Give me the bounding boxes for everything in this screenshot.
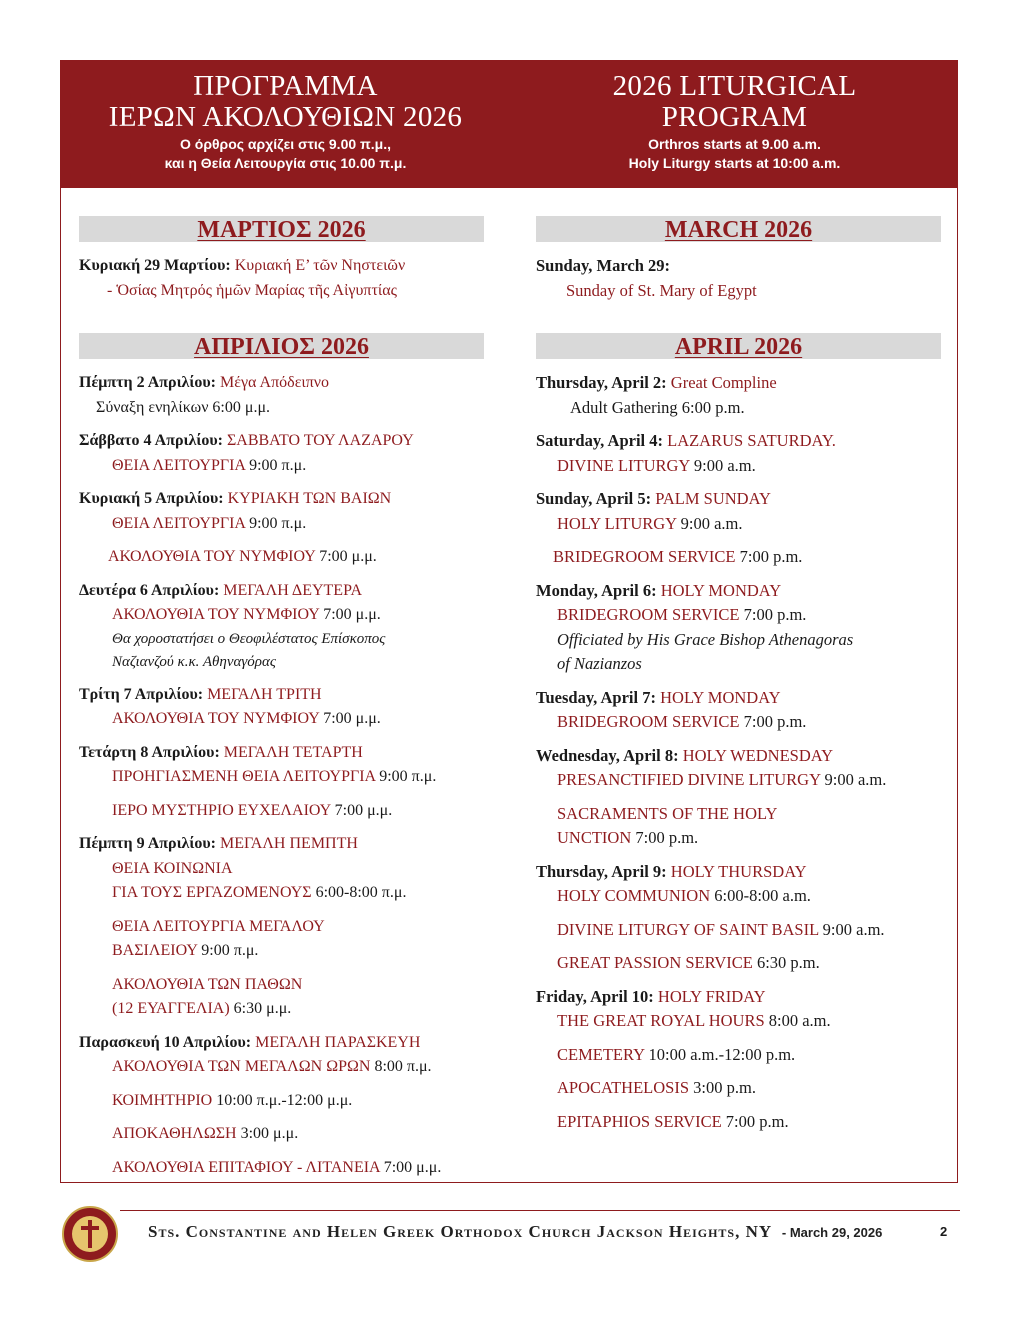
entry-day: Wednesday, April 8: bbox=[536, 745, 679, 765]
greek-march-header bbox=[79, 216, 484, 242]
service-name: PRESANCTIFIED DIVINE LITURGY bbox=[557, 770, 821, 789]
title-banner bbox=[61, 61, 957, 188]
service-time: 3:00 p.m. bbox=[693, 1078, 756, 1097]
service-name: ΘΕΙΑ ΛΕΙΤΟΥΡΓΙΑ ΜΕΓΑΛΟΥ bbox=[112, 917, 325, 935]
service-time: 10:00 a.m.-12:00 p.m. bbox=[648, 1044, 796, 1064]
service-time: 9:00 π.μ. bbox=[379, 768, 437, 785]
program-frame bbox=[60, 60, 958, 1183]
service-name: BRIDEGROOM SERVICE bbox=[557, 605, 740, 624]
entry-title: ΜΕΓΑΛΗ ΤΡΙΤΗ bbox=[207, 685, 322, 703]
service-time: 6:00-8:00 π.μ. bbox=[315, 884, 407, 901]
greek-april-header-text: ΑΠΡΙΛΙΟΣ 2026 bbox=[194, 334, 369, 360]
entry-title: HOLY MONDAY bbox=[660, 687, 781, 707]
entry-day: Saturday, April 4: bbox=[536, 431, 663, 450]
entry-day: Δευτέρα 6 Απριλίου: bbox=[79, 581, 220, 599]
greek-entry-apr-8 bbox=[79, 741, 484, 824]
english-entry-apr-4 bbox=[536, 429, 941, 478]
service-time: 7:00 μ.μ. bbox=[319, 548, 377, 565]
entry-line: Adult Gathering 6:00 p.m. bbox=[570, 397, 745, 417]
service-name: THE GREAT ROYAL HOURS bbox=[557, 1011, 765, 1030]
page-number: 2 bbox=[940, 1224, 948, 1239]
service-name: HOLY COMMUNION bbox=[557, 886, 711, 905]
entry-line: - Ὁσίας Μητρός ἡμῶν Μαρίας τῆς Αἰγυπτίας bbox=[107, 281, 397, 299]
entry-day: Thursday, April 9: bbox=[536, 861, 667, 881]
service-name: ΘΕΙΑ ΚΟΙΝΩΝΙΑ bbox=[112, 859, 233, 877]
greek-entry-apr-2 bbox=[79, 371, 484, 420]
english-entry-apr-2 bbox=[536, 371, 941, 420]
service-name: ΒΑΣΙΛΕΙΟΥ bbox=[112, 942, 198, 959]
entry-title: ΜΕΓΑΛΗ ΔΕΥΤΕΡΑ bbox=[223, 581, 363, 599]
service-time: 9:00 a.m. bbox=[824, 770, 887, 789]
service-name: CEMETERY bbox=[557, 1044, 645, 1064]
entry-day: Πέμπτη 9 Απριλίου: bbox=[79, 835, 216, 852]
greek-april-header bbox=[79, 333, 484, 359]
service-time: 9:00 a.m. bbox=[680, 513, 743, 533]
service-time: 6:30 p.m. bbox=[756, 953, 820, 972]
service-time: 9:00 π.μ. bbox=[201, 942, 259, 959]
entry-title: ΚΥΡΙΑΚΗ ΤΩΝ ΒΑΙΩΝ bbox=[227, 490, 392, 507]
english-entry-apr-5 bbox=[536, 487, 941, 570]
english-title-line-2: PROGRAM bbox=[661, 101, 808, 133]
service-name: EPITAPHIOS SERVICE bbox=[557, 1111, 722, 1131]
service-name: UNCTION bbox=[557, 828, 632, 847]
service-time: 3:00 μ.μ. bbox=[240, 1125, 299, 1142]
english-march-header-text: MARCH 2026 bbox=[664, 217, 813, 243]
entry-day: Κυριακή 29 Μαρτίου: bbox=[79, 257, 231, 274]
greek-banner bbox=[61, 71, 510, 173]
service-time: 8:00 π.μ. bbox=[374, 1058, 432, 1075]
service-time: 9:00 π.μ. bbox=[249, 514, 307, 532]
service-name: HOLY LITURGY bbox=[557, 513, 677, 533]
church-seal-icon bbox=[62, 1206, 118, 1262]
english-march-header bbox=[536, 216, 941, 242]
entry-title: HOLY MONDAY bbox=[660, 580, 782, 600]
service-name: SACRAMENTS OF THE HOLY bbox=[557, 803, 778, 823]
greek-entry-apr-4 bbox=[79, 429, 484, 478]
greek-subtitle-2: και η Θεία Λειτουργία στις 10.00 π.μ. bbox=[164, 155, 407, 171]
greek-march-header-text: ΜΑΡΤΙΟΣ 2026 bbox=[197, 217, 366, 243]
service-name: ΑΚΟΛΟΥΘΙΑ ΤΩΝ ΠΑΘΩΝ bbox=[112, 975, 303, 993]
greek-entry-apr-10 bbox=[79, 1031, 484, 1181]
english-march-entry bbox=[536, 254, 941, 303]
english-entry-apr-7 bbox=[536, 686, 941, 735]
entry-title: Great Compline bbox=[670, 373, 777, 392]
entry-title: HOLY FRIDAY bbox=[657, 986, 766, 1006]
service-name: DIVINE LITURGY OF SAINT BASIL bbox=[557, 919, 819, 939]
entry-day: Τρίτη 7 Απριλίου: bbox=[79, 685, 204, 703]
service-name: BRIDEGROOM SERVICE bbox=[553, 547, 736, 566]
entry-title: ΣΑΒΒΑΤΟ ΤΟΥ ΛΑΖΑΡΟΥ bbox=[226, 432, 414, 449]
service-time: 6:00-8:00 a.m. bbox=[714, 886, 811, 905]
service-name: GREAT PASSION SERVICE bbox=[557, 953, 753, 972]
entry-title: ΜΕΓΑΛΗ ΠΕΜΠΤΗ bbox=[220, 835, 358, 852]
entry-note: Ναζιανζού κ.κ. Αθηναγόρας bbox=[112, 653, 276, 670]
entry-title: PALM SUNDAY bbox=[655, 489, 771, 508]
service-name: ΚΟΙΜΗΤΗΡΙΟ bbox=[112, 1091, 213, 1109]
service-name: ΑΠΟΚΑΘΗΛΩΣΗ bbox=[112, 1125, 237, 1142]
service-time: 9:00 a.m. bbox=[693, 455, 756, 475]
service-time: 7:00 p.m. bbox=[725, 1111, 789, 1131]
service-time: 7:00 μ.μ. bbox=[323, 710, 381, 727]
entry-day: Friday, April 10: bbox=[536, 986, 654, 1006]
english-april-header-text: APRIL 2026 bbox=[674, 334, 803, 360]
greek-subtitle-1: Ο όρθρος αρχίζει στις 9.00 π.μ., bbox=[179, 136, 391, 152]
footer-date: - March 29, 2026 bbox=[781, 1225, 883, 1240]
entry-day: Κυριακή 5 Απριλίου: bbox=[79, 490, 224, 507]
entry-note: of Nazianzos bbox=[557, 654, 642, 673]
service-name: (12 ΕΥΑΓΓΕΛΙΑ) bbox=[112, 1000, 230, 1017]
footer-divider bbox=[120, 1210, 960, 1211]
service-name: ΑΚΟΛΟΥΘΙΑ ΤΟΥ ΝΥΜΦΙΟΥ bbox=[108, 548, 316, 565]
service-time: 7:00 p.m. bbox=[743, 605, 807, 624]
service-name: APOCATHELOSIS bbox=[557, 1078, 690, 1097]
entry-day: Tuesday, April 7: bbox=[536, 687, 656, 707]
greek-entry-apr-7 bbox=[79, 683, 484, 732]
service-name: ΑΚΟΛΟΥΘΙΑ ΤΟΥ ΝΥΜΦΙΟΥ bbox=[112, 710, 320, 727]
service-time: 7:00 μ.μ. bbox=[323, 606, 381, 623]
english-entry-apr-9 bbox=[536, 860, 941, 976]
entry-title: ΜΕΓΑΛΗ ΠΑΡΑΣΚΕΥΗ bbox=[255, 1033, 421, 1051]
english-title-line-1: 2026 LITURGICAL bbox=[612, 70, 857, 102]
entry-day: Πέμπτη 2 Απριλίου: bbox=[79, 374, 216, 391]
entry-line: Sunday of St. Mary of Egypt bbox=[566, 280, 757, 300]
greek-entry-apr-9 bbox=[79, 832, 484, 1022]
greek-march-entry bbox=[79, 254, 484, 303]
entry-title: Μέγα Απόδειπνο bbox=[220, 374, 330, 391]
english-column bbox=[536, 216, 941, 1134]
service-name: ΑΚΟΛΟΥΘΙΑ ΕΠΙΤΑΦΙΟΥ - ΛΙΤΑΝΕΙΑ bbox=[112, 1158, 380, 1176]
entry-day: Sunday, April 5: bbox=[536, 489, 652, 508]
entry-day: Thursday, April 2: bbox=[536, 373, 667, 392]
english-subtitle-2: Holy Liturgy starts at 10:00 a.m. bbox=[628, 155, 841, 171]
entry-day: Sunday, March 29: bbox=[536, 256, 671, 275]
greek-entry-apr-5 bbox=[79, 487, 484, 570]
service-name: ΙΕΡΟ ΜΥΣΤΗΡΙΟ ΕΥΧΕΛΑΙΟΥ bbox=[112, 801, 331, 819]
service-time: 10:00 π.μ.-12:00 μ.μ. bbox=[216, 1091, 353, 1109]
footer bbox=[148, 1222, 882, 1242]
entry-day: Monday, April 6: bbox=[536, 580, 657, 600]
english-entry-apr-10 bbox=[536, 985, 941, 1135]
entry-title: ΜΕΓΑΛΗ ΤΕΤΑΡΤΗ bbox=[223, 743, 363, 761]
english-entry-apr-8 bbox=[536, 744, 941, 851]
english-banner bbox=[510, 71, 959, 173]
greek-title-line-2: ΙΕΡΩΝ ΑΚΟΛΟΥΘΙΩΝ 2026 bbox=[108, 101, 463, 133]
service-name: ΘΕΙΑ ΛΕΙΤΟΥΡΓΙΑ bbox=[112, 456, 246, 474]
service-time: 8:00 a.m. bbox=[768, 1011, 831, 1030]
english-april-header bbox=[536, 333, 941, 359]
entry-note: Officiated by His Grace Bishop Athenagoras bbox=[557, 629, 854, 649]
entry-day: Παρασκευή 10 Απριλίου: bbox=[79, 1033, 252, 1051]
service-name: ΑΚΟΛΟΥΘΙΑ ΤΩΝ ΜΕΓΑΛΩΝ ΩΡΩΝ bbox=[112, 1058, 371, 1075]
service-time: 7:00 p.m. bbox=[635, 828, 699, 847]
entry-title: LAZARUS SATURDAY. bbox=[667, 431, 836, 450]
entry-day: Σάββατο 4 Απριλίου: bbox=[79, 432, 223, 449]
entry-title: HOLY WEDNESDAY bbox=[682, 745, 834, 765]
service-time: 6:30 μ.μ. bbox=[233, 1000, 292, 1017]
english-subtitle-1: Orthros starts at 9.00 a.m. bbox=[648, 136, 821, 152]
greek-entry-apr-6 bbox=[79, 579, 484, 674]
greek-title-line-1: ΠΡΟΓΡΑΜΜΑ bbox=[193, 70, 378, 102]
service-time: 7:00 μ.μ. bbox=[383, 1158, 442, 1176]
service-time: 7:00 μ.μ. bbox=[334, 801, 393, 819]
entry-day: Τετάρτη 8 Απριλίου: bbox=[79, 743, 220, 761]
greek-column bbox=[79, 216, 484, 1180]
entry-title: HOLY THURSDAY bbox=[670, 861, 807, 881]
entry-title: Κυριακή Ε’ τῶν Νηστειῶν bbox=[234, 257, 406, 274]
service-name: BRIDEGROOM SERVICE bbox=[557, 712, 740, 731]
service-time: 9:00 π.μ. bbox=[249, 456, 307, 474]
service-name: ΑΚΟΛΟΥΘΙΑ ΤΟΥ ΝΥΜΦΙΟΥ bbox=[112, 606, 320, 623]
entry-note: Θα χοροστατήσει ο Θεοφιλέστατος Επίσκοπος bbox=[112, 630, 386, 647]
service-time: 7:00 p.m. bbox=[743, 712, 807, 731]
service-name: ΠΡΟΗΓΙΑΣΜΕΝΗ ΘΕΙΑ ΛΕΙΤΟΥΡΓΙΑ bbox=[112, 768, 376, 785]
entry-line: Σύναξη ενηλίκων 6:00 μ.μ. bbox=[96, 398, 271, 416]
service-time: 7:00 p.m. bbox=[739, 547, 803, 566]
service-name: DIVINE LITURGY bbox=[557, 455, 690, 475]
service-time: 9:00 a.m. bbox=[822, 919, 885, 939]
service-name: ΓΙΑ ΤΟΥΣ ΕΡΓΑΖΟΜΕΝΟΥΣ bbox=[112, 884, 312, 901]
english-entry-apr-6 bbox=[536, 579, 941, 677]
service-name: ΘΕΙΑ ΛΕΙΤΟΥΡΓΙΑ bbox=[112, 514, 246, 532]
footer-church-name: Sts. Constantine and Helen Greek Orthodox Church Jackson Heights, NY bbox=[148, 1222, 773, 1241]
